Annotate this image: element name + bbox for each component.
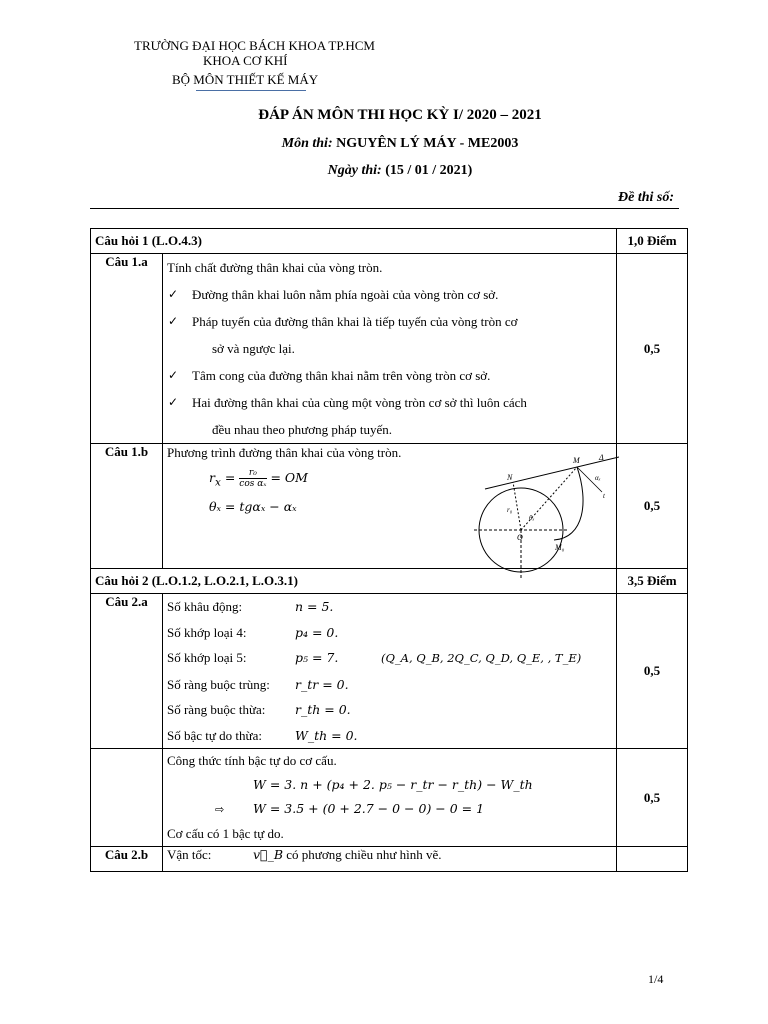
question-label-empty (91, 749, 163, 847)
question-label: Câu 2.a (91, 594, 163, 749)
score: 0,5 (617, 594, 688, 749)
answer-content (163, 444, 617, 569)
score: 0,5 (617, 254, 688, 444)
answer-intro: Phương trình đường thân khai của vòng tròn. (167, 445, 402, 460)
involute-diagram (469, 452, 619, 580)
section-title: Câu hỏi 1 (L.O.4.3) (91, 229, 617, 254)
question-label: Câu 1.b (91, 444, 163, 569)
date-value: (15 / 01 / 2021) (385, 163, 473, 178)
answer-content (163, 594, 617, 749)
date-label: Ngày thi: (327, 163, 382, 178)
answer-content (163, 749, 617, 847)
list-item-continuation: đều nhau theo phương pháp tuyến. (212, 422, 392, 437)
row-q2a (91, 594, 688, 749)
equation-angle: θₓ = tgαₓ − αₓ (209, 499, 297, 514)
velocity-vector: v⃗_B (253, 847, 283, 862)
date-line (0, 163, 768, 179)
question-label: Câu 2.b (91, 847, 163, 872)
label-alpha: αₓ (595, 474, 601, 482)
label-theta: θₓ (529, 514, 535, 522)
subject-label: Môn thi: (281, 136, 333, 151)
list-item: ✓ Đường thân khai luôn nằm phía ngoài của vòng tròn cơ sở. (167, 281, 612, 308)
list-item: ✓ Tâm cong của đường thân khai nằm trên vòng tròn cơ sở. (167, 362, 612, 389)
department-name: BỘ MÔN THIẾT KẾ MÁY (172, 72, 319, 87)
list-item: ✓ Pháp tuyến của đường thân khai là tiếp tuyến của vòng tròn cơ (167, 308, 612, 335)
exam-code-label: Đề thi số: (618, 190, 674, 205)
dof-row: Số ràng buộc trùng: r_tr = 0. (167, 676, 349, 692)
subject-line (0, 136, 768, 152)
faculty-name: KHOA CƠ KHÍ (203, 53, 288, 68)
row-q1a (91, 254, 688, 444)
dof-row: Số khớp loại 5: p₅ = 7. (Q_A, Q_B, 2Q_C, Q_D, Q_E, , T_E) (167, 650, 582, 665)
arrow-icon: ⇨ (215, 803, 225, 816)
dof-row: Số khớp loại 4: p₄ = 0. (167, 624, 339, 640)
involute-curve (554, 467, 583, 540)
section-points: 3,5 Điểm (617, 569, 688, 594)
row-q2b (91, 847, 688, 872)
school-name: TRƯỜNG ĐẠI HỌC BÁCH KHOA TP.HCM (134, 38, 375, 53)
section-points: 1,0 Điểm (617, 229, 688, 254)
fraction: $\frac{\text{r₀}}{\text{cos αₓ}}$ (239, 468, 267, 489)
score-empty (617, 847, 688, 872)
label-n: N (507, 473, 513, 482)
equation-radius: $r_x$ = $\frac{\text{r₀}}{\text{cos αₓ}}$ = OM (209, 468, 308, 489)
question-label: Câu 1.a (91, 254, 163, 444)
score: 0,5 (617, 749, 688, 847)
page-number: 1/4 (648, 972, 664, 986)
row-q2a-formula (91, 749, 688, 847)
label-o: O (517, 533, 523, 542)
answer-intro: Tính chất đường thân khai của vòng tròn. (167, 260, 383, 275)
answer-table (90, 228, 688, 872)
label-m: M (573, 456, 580, 465)
label-delta: Δ (599, 453, 604, 462)
answer-content: Vận tốc: v⃗_B có phương chiều như hình vẽ. (163, 847, 617, 872)
score: 0,5 (617, 444, 688, 569)
list-item-continuation: sở và ngược lại. (212, 341, 295, 356)
section-q1 (91, 229, 688, 254)
label-t: t (603, 492, 605, 500)
formula-intro: Công thức tính bậc tự do cơ cấu. (167, 753, 337, 768)
list-item: ✓ Hai đường thân khai của cùng một vòng tròn cơ sở thì luôn cách (167, 389, 612, 416)
dof-row: Số khâu động: n = 5. (167, 599, 334, 614)
subject-value: NGUYÊN LÝ MÁY - ME2003 (336, 136, 519, 151)
section-title: Câu hỏi 2 (L.O.1.2, L.O.2.1, L.O.3.1) (91, 569, 617, 594)
conclusion: Cơ cấu có 1 bậc tự do. (167, 826, 284, 841)
formula-general: W = 3. n + (p₄ + 2. p₅ − r_tr − r_th) − W_th (253, 777, 533, 792)
department-underline (196, 90, 306, 91)
answer-content (163, 254, 617, 444)
header-rule (90, 208, 679, 209)
radius-r0 (513, 482, 521, 530)
row-q1b (91, 444, 688, 569)
dof-row: Số bậc tự do thừa: W_th = 0. (167, 727, 358, 743)
exam-title: ĐÁP ÁN MÔN THI HỌC KỲ I/ 2020 – 2021 (258, 107, 542, 123)
joint-list: (Q_A, Q_B, 2Q_C, Q_D, Q_E, , T_E) (381, 651, 582, 665)
label-m0: M₀ (555, 543, 565, 552)
label-r0: r₀ (507, 506, 513, 514)
dof-row: Số ràng buộc thừa: r_th = 0. (167, 702, 351, 717)
formula-substituted: ⇨ W = 3.5 + (0 + 2.7 − 0 − 0) − 0 = 1 (167, 797, 612, 822)
